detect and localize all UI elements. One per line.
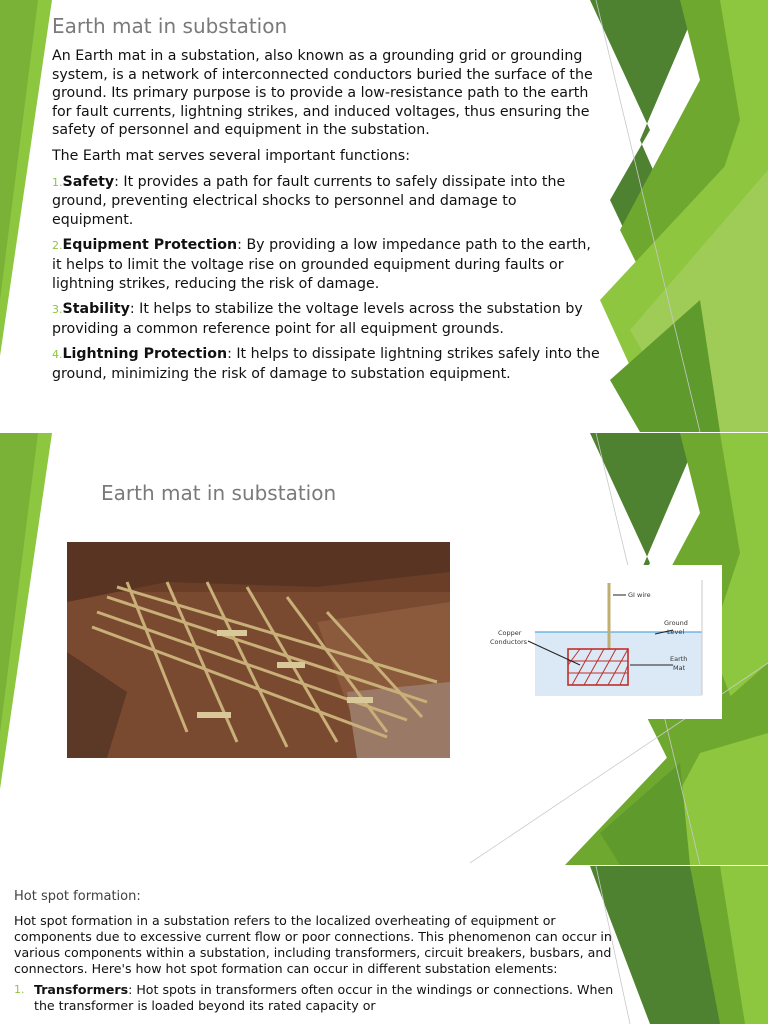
item-number: 2. (52, 239, 63, 253)
gi-wire-label: GI wire (628, 591, 651, 599)
earth-mat-label-2: Mat (673, 664, 686, 672)
slide-title: Earth mat in substation (52, 14, 288, 38)
copper-conductors-label: Copper (498, 629, 522, 637)
earth-mat-diagram (480, 565, 722, 719)
hot-spot-list (14, 982, 619, 1014)
slide-title: Hot spot formation: (14, 889, 141, 904)
slide-earth-mat-images (0, 433, 768, 865)
function-item (52, 173, 600, 230)
slide-body (14, 913, 619, 1014)
list-item (14, 982, 619, 1014)
earth-mat-label: Earth (670, 655, 688, 663)
item-term: Lightning Protection (62, 346, 228, 363)
item-text: : It helps to stabilize the voltage levels across the substation by providing a common reference point for all equipment grounds. (52, 301, 583, 337)
item-term: Stability (62, 301, 130, 318)
functions-lead: The Earth mat serves several important functions: (52, 147, 410, 164)
slide-body (52, 47, 600, 391)
item-term: Safety (62, 173, 115, 190)
item-text: : It provides a path for fault currents to safely dissipate into the ground, preventing electrical shocks to personnel and damage to equipment. (52, 173, 566, 228)
ground-level-label-2: Level (667, 628, 685, 636)
function-item (52, 300, 600, 338)
item-term: Equipment Protection (62, 237, 238, 254)
ground-level-label: Ground (664, 619, 688, 627)
copper-conductors-label-2: Conductors (490, 638, 528, 646)
intro-paragraph: An Earth mat in a substation, also known as a grounding grid or grounding system, is a network of interconnected conductors buried the surface of the ground. Its primary purpose is to provide a low-resistance path to the earth for fault currents, lightning strikes, and induced voltages, thus ensuring the safety of personnel and equipment in the substation. (52, 48, 593, 139)
slide-hot-spot (0, 866, 768, 1024)
item-number: 1. (52, 175, 63, 189)
item-text: : By providing a low impedance path to the earth, it helps to limit the voltage rise on grounded equipment during faults or lightning strikes, reducing the risk of damage. (52, 237, 591, 292)
earth-mat-excavation-photo (67, 542, 450, 758)
item-number: 3. (52, 303, 63, 317)
intro-paragraph: Hot spot formation in a substation refers to the localized overheating of equipment or components due to excessive current flow or poor connections. This phenomenon can occur in various components within a substation, including transformers, circuit breakers, busbars, and connectors. Here's how hot spot formation can occur in different substation elements: (14, 913, 612, 976)
item-text: : It helps to dissipate lightning strikes safely into the ground, minimizing the risk of damage to substation equipment. (52, 346, 600, 382)
item-number: 4. (52, 348, 63, 362)
slide-earth-mat-text (0, 0, 768, 432)
function-item (52, 236, 600, 293)
slide-title: Earth mat in substation (101, 481, 337, 505)
item-number: 1. (14, 983, 25, 996)
item-term: Transformers (34, 982, 129, 997)
function-item (52, 345, 600, 383)
item-text: : Hot spots in transformers often occur in the windings or connections. When the transformer is loaded beyond its rated capacity or (34, 982, 614, 1013)
